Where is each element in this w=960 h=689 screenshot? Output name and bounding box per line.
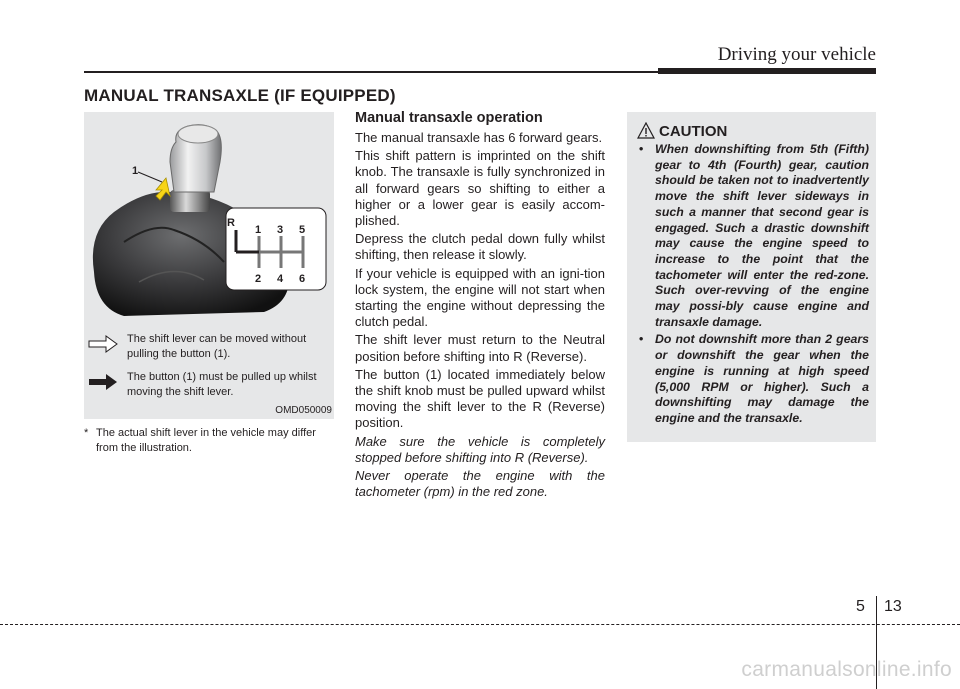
operation-paragraph: Depress the clutch pedal down fully whilst shifting, then release it slowly.	[355, 231, 605, 263]
gear-4-label: 4	[277, 273, 284, 285]
header-rule	[84, 71, 664, 73]
operation-warning-paragraph: Never operate the engine with the tachometer (rpm) in the red zone.	[355, 468, 605, 500]
gear-1-label: 1	[255, 224, 262, 236]
legend-text: The button (1) must be pulled up whilst moving the shift lever.	[127, 371, 317, 398]
caution-title: CAUTION	[659, 123, 728, 140]
outline-arrow-icon	[88, 334, 118, 354]
shift-lever-illustration	[84, 112, 334, 320]
gear-2-label: 2	[255, 273, 262, 285]
operation-paragraph: The button (1) located immediately below the shift knob must be pulled upward whilst moving the shift lever to the R (Reverse) position.	[355, 366, 605, 431]
figure-code: OMD050009	[275, 405, 332, 416]
page-number: 13	[884, 598, 902, 615]
callout-number: 1	[132, 165, 139, 177]
knob-top	[178, 125, 218, 143]
shift-lever-figure	[84, 112, 334, 419]
solid-arrow-icon	[88, 372, 118, 392]
section-title: MANUAL TRANSAXLE (IF EQUIPPED)	[84, 86, 396, 105]
gear-6-label: 6	[299, 273, 306, 285]
gear-5-label: 5	[299, 224, 306, 236]
callout-line	[138, 172, 162, 182]
shift-pattern-inset	[226, 208, 326, 290]
operation-paragraph: If your vehicle is equipped with an igni-tion lock system, the engine will not start when starting the engine without depressing the clutch pedal.	[355, 265, 605, 330]
figure-footnote	[84, 426, 334, 456]
gear-3-label: 3	[277, 224, 284, 236]
warning-triangle-icon	[637, 122, 655, 140]
chapter-header-title: Driving your vehicle	[717, 44, 876, 65]
operation-heading: Manual transaxle operation	[355, 110, 543, 126]
operation-paragraph: The shift lever must return to the Neutral position before shifting into R (Reverse).	[355, 332, 605, 364]
operation-warning-paragraph: Make sure the vehicle is completely stopped before shifting into R (Reverse).	[355, 433, 605, 465]
caution-item: • Do not downshift more than 2 gears or downshift the gear when the engine is running at high speed (5,000 RPM or higher). Such a downshifting may damage the engine and the transaxle.	[639, 332, 869, 426]
knob-collar	[170, 190, 210, 212]
chapter-number: 5	[856, 598, 865, 615]
caution-box	[627, 112, 876, 442]
caution-item: • When downshifting from 5th (Fifth) gear to 4th (Fourth) gear, caution should be taken not to inadvertently move the shift lever sideways in such a manner that second gear is engaged. Such a drastic downshift may cause the engine speed to increase to the point that the tachometer will enter the red-zone. Such over-revving of the engine may possi-bly cause engine and transaxle damage.	[639, 142, 869, 330]
footnote-text: The actual shift lever in the vehicle may differ from the illustration.	[96, 427, 316, 454]
caution-list	[639, 142, 869, 429]
operation-paragraph: This shift pattern is imprinted on the shift knob. The transaxle is fully synchronized in all forward gears so shifting to either a higher or a lower gear is easily accom-plished.	[355, 148, 605, 229]
header-rule-accent	[658, 68, 876, 74]
footnote-mark: *	[84, 427, 89, 439]
legend-text: The shift lever can be moved without pulling the button (1).	[127, 333, 307, 360]
footer-rule	[0, 624, 960, 625]
watermark-text: carmanualsonline.info	[741, 658, 952, 681]
gear-r-label: R	[227, 217, 235, 229]
operation-section	[355, 110, 605, 502]
operation-paragraph: The manual transaxle has 6 forward gears.	[355, 130, 603, 145]
